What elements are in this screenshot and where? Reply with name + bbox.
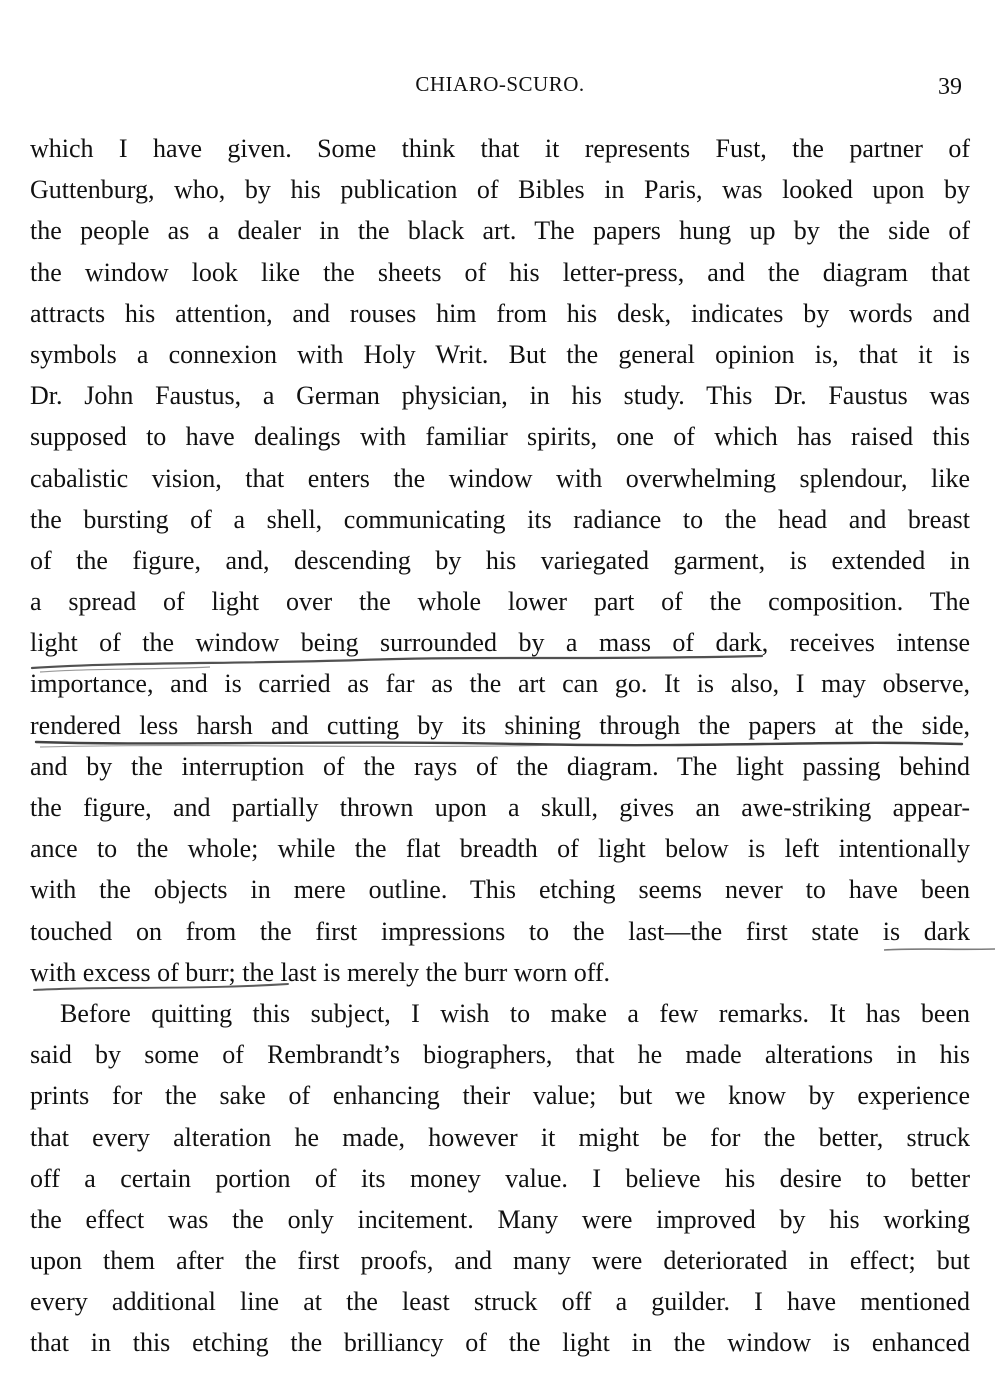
text-line: the effect was the only incitement. Many were improved by his working	[30, 1204, 970, 1234]
text-line: with excess of burr; the last is merely the burr worn off.	[30, 957, 611, 987]
text-line: the bursting of a shell, communicating its radiance to the head and breast	[30, 504, 970, 534]
text-line: rendered less harsh and cutting by its shining through the papers at the side,	[30, 710, 970, 740]
text-line: that every alteration he made, however it might be for the better, struck	[30, 1122, 970, 1152]
text-line: importance, and is carried as far as the art can go. It is also, I may observe,	[30, 669, 970, 699]
text-line: off a certain portion of its money value. I believe his desire to better	[30, 1163, 970, 1193]
page-number: 39	[938, 74, 962, 100]
text-line: the window look like the sheets of his letter-press, and the diagram that	[30, 257, 970, 287]
text-line: the figure, and partially thrown upon a skull, gives an awe-striking appear-	[30, 793, 970, 822]
text-line: prints for the sake of enhancing their value; but we know by experience	[30, 1081, 970, 1111]
running-title: CHIARO-SCURO.	[415, 72, 585, 96]
text-line: touched on from the first impressions to the last—the first state is dark	[30, 916, 970, 946]
text-line: attracts his attention, and rouses him from his desk, indicates by words and	[30, 298, 970, 328]
text-line: Before quitting this subject, I wish to make a few remarks. It has been	[60, 998, 970, 1028]
text-line: symbols a connexion with Holy Writ. But the general opinion is, that it is	[30, 339, 970, 369]
text-line: the people as a dealer in the black art. The papers hung up by the side of	[30, 216, 970, 246]
text-line: Guttenburg, who, by his publication of Bibles in Paris, was looked upon by	[30, 175, 970, 205]
text-line: said by some of Rembrandt’s biographers, that he made alterations in his	[30, 1040, 970, 1070]
text-line: of the figure, and, descending by his variegated garment, is extended in	[30, 545, 970, 575]
text-line: with the objects in mere outline. This etching seems never to have been	[30, 875, 970, 905]
running-head	[0, 72, 1000, 102]
text-line: which I have given. Some think that it represents Fust, the partner of	[30, 134, 970, 163]
text-line: every additional line at the least struck off a guilder. I have mentioned	[30, 1287, 970, 1317]
text-line: light of the window being surrounded by a mass of dark, receives intense	[30, 628, 970, 658]
paragraph-1	[30, 128, 970, 993]
text-line: and by the interruption of the rays of the diagram. The light passing behind	[30, 751, 970, 781]
text-line: that in this etching the brilliancy of the light in the window is enhanced	[30, 1328, 970, 1358]
text-line: ance to the whole; while the flat breadth of light below is left intentionally	[30, 834, 970, 864]
paragraph-2	[30, 993, 970, 1364]
text-line: supposed to have dealings with familiar spirits, one of which has raised this	[30, 422, 970, 452]
text-line: Dr. John Faustus, a German physician, in his study. This Dr. Faustus was	[30, 381, 970, 411]
text-line: cabalistic vision, that enters the window with overwhelming splendour, like	[30, 463, 970, 493]
text-line: a spread of light over the whole lower part of the composition. The	[30, 587, 970, 617]
text-line: upon them after the first proofs, and many were deteriorated in effect; but	[30, 1246, 970, 1276]
body-text	[30, 128, 970, 1364]
